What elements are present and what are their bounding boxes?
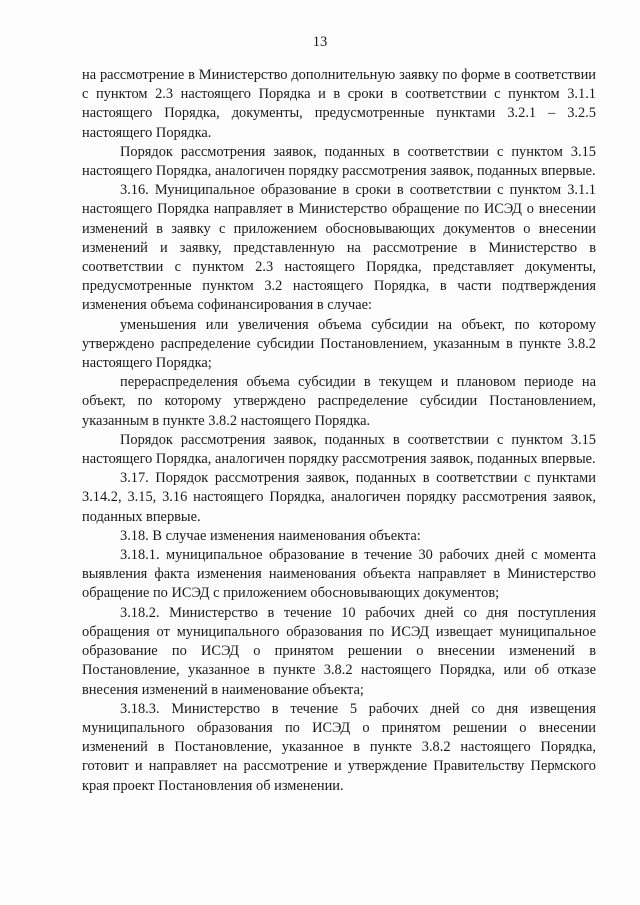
paragraph: Порядок рассмотрения заявок, поданных в соответствии с пунктом 3.15 настоящего Порядка, аналогичен порядку рассмотрения заявок, поданных впервые.	[82, 143, 596, 180]
paragraph-3-18: 3.18. В случае изменения наименования объекта:	[120, 527, 421, 544]
page-number: 13	[312, 34, 328, 50]
paragraph: на рассмотрение в Министерство дополнительную заявку по форме в соответствии с пунктом 2.3 настоящего Порядка и в сроки в соответствии с пунктом 3.1.1 настоящего Порядка, документы, предусмотренные пунктами 3.2.1 – 3.2.5 настоящего Порядка.	[82, 67, 596, 141]
paragraph: Порядок рассмотрения заявок, поданных в соответствии с пунктом 3.15 настоящего Порядка, аналогичен порядку рассмотрения заявок, поданных впервые.	[82, 431, 596, 468]
paragraph-3-17: 3.17. Порядок рассмотрения заявок, поданных в соответствии с пунктами 3.14.2, 3.15, 3.16 настоящего Порядка, аналогичен порядку рассмотрения заявок, поданных впервые.	[82, 470, 596, 525]
document-body	[82, 66, 596, 796]
paragraph-3-18-1: 3.18.1. муниципальное образование в течение 30 рабочих дней с момента выявления факта изменения наименования объекта направляет в Министерство обращение по ИСЭД с приложением обосновывающих документов;	[82, 547, 596, 602]
paragraph-3-18-2: 3.18.2. Министерство в течение 10 рабочих дней со дня поступления обращения от муниципального образования по ИСЭД извещает муниципальное образование по ИСЭД о принятом решении о внесении изменений в Постановление, указанное в пункте 3.8.2 настоящего Порядка, или об отказе внесения изменений в наименование объекта;	[82, 604, 596, 698]
paragraph-3-16: 3.16. Муниципальное образование в сроки в соответствии с пунктом 3.1.1 настоящего Порядка направляет в Министерство обращение по ИСЭД о внесении изменений в заявку с приложением обосновывающих документов о внесении изменений и заявку, представленную на рассмотрение в Министерство в соответствии с пунктом 2.3 настоящего Порядка, представляет документы, предусмотренные пунктом 3.2 настоящего Порядка, в части подтверждения изменения объема софинансирования в случае:	[82, 182, 596, 314]
paragraph: перераспределения объема субсидии в текущем и плановом периоде на объект, по которому утверждено распределение субсидии Постановлением, указанным в пункте 3.8.2 настоящего Порядка.	[82, 374, 596, 429]
paragraph: уменьшения или увеличения объема субсидии на объект, по которому утверждено распределение субсидии Постановлением, указанным в пункте 3.8.2 настоящего Порядка;	[82, 316, 596, 372]
paragraph-3-18-3: 3.18.3. Министерство в течение 5 рабочих дней со дня извещения муниципального образования по ИСЭД о принятом решении о внесении изменений в Постановление, указанное в пункте 3.8.2 настоящего Порядка, готовит и направляет на рассмотрение и утверждение Правительству Пермского края проект Постановления об изменении.	[82, 700, 596, 794]
